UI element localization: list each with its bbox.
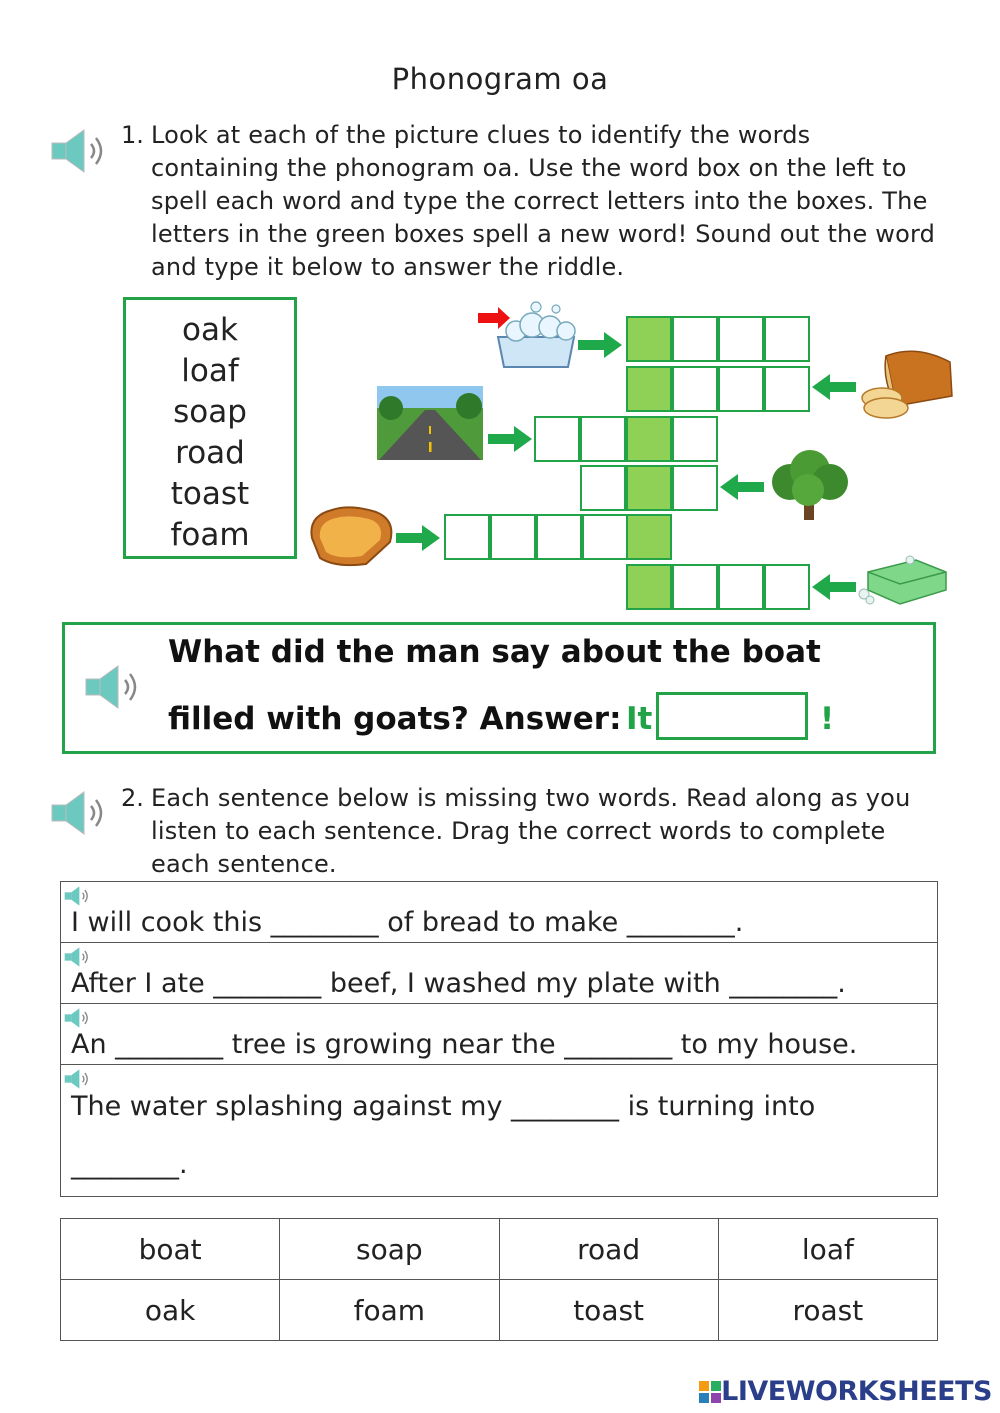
crossword-cell[interactable] bbox=[672, 316, 718, 362]
speaker-icon[interactable] bbox=[50, 127, 112, 175]
speaker-icon[interactable] bbox=[63, 885, 93, 907]
word-bank-item[interactable]: loaf bbox=[718, 1219, 937, 1280]
word-box-item: loaf bbox=[181, 353, 239, 389]
liveworksheets-logo bbox=[699, 1376, 992, 1407]
logo-text: LIVEWORKSHEETS bbox=[721, 1376, 992, 1407]
crossword-cell[interactable] bbox=[444, 514, 490, 560]
word-bank-item[interactable]: soap bbox=[280, 1219, 499, 1280]
sentence-text: I will cook this ________ of bread to make ________. bbox=[71, 907, 744, 938]
sentence-text: An ________ tree is growing near the ________ to my house. bbox=[71, 1029, 858, 1060]
word-bank-item[interactable]: road bbox=[499, 1219, 718, 1280]
crossword-cell[interactable] bbox=[764, 316, 810, 362]
speaker-icon[interactable] bbox=[63, 1068, 93, 1090]
sentence-row bbox=[60, 942, 938, 1004]
section1-instructions: Look at each of the picture clues to identify the words containing the phonogram oa. Use the word box on the left to spell each word and type the correct letters into the boxes. The letters in the green boxes spell a new word! Sound out the word and type it below to answer the riddle. bbox=[151, 121, 936, 281]
logo-icon bbox=[699, 1381, 721, 1403]
soap-picture-icon bbox=[856, 550, 950, 606]
toast-picture-icon bbox=[306, 498, 398, 570]
crossword-cell[interactable] bbox=[672, 416, 718, 462]
section1-number: 1. bbox=[121, 121, 144, 149]
answer-prefix: It bbox=[626, 701, 653, 737]
crossword-cell[interactable] bbox=[626, 465, 672, 511]
speaker-icon[interactable] bbox=[50, 789, 112, 837]
word-box-item: foam bbox=[170, 517, 250, 553]
crossword-cell[interactable] bbox=[764, 564, 810, 610]
sentence-row bbox=[60, 1003, 938, 1065]
word-bank-item[interactable]: toast bbox=[499, 1280, 718, 1341]
crossword-cell[interactable] bbox=[626, 416, 672, 462]
loaf-picture-icon bbox=[856, 346, 956, 422]
foam-picture-icon bbox=[476, 297, 584, 371]
arrow-right-icon bbox=[578, 332, 624, 358]
sentence-row bbox=[60, 1064, 938, 1197]
section2-number: 2. bbox=[121, 784, 144, 812]
oak-tree-picture-icon bbox=[768, 450, 850, 524]
word-box bbox=[123, 297, 297, 559]
word-box-item: oak bbox=[182, 312, 238, 348]
arrow-right-icon bbox=[488, 426, 534, 452]
crossword-cell[interactable] bbox=[536, 514, 582, 560]
crossword-cell[interactable] bbox=[672, 366, 718, 412]
crossword-cell[interactable] bbox=[672, 564, 718, 610]
arrow-left-icon bbox=[810, 574, 856, 600]
word-box-item: toast bbox=[170, 476, 250, 512]
sentence-text: ________. bbox=[71, 1149, 188, 1180]
word-bank bbox=[60, 1218, 938, 1341]
crossword-cell[interactable] bbox=[718, 564, 764, 610]
word-box-item: soap bbox=[173, 394, 247, 430]
arrow-left-icon bbox=[718, 474, 764, 500]
word-bank-item[interactable]: foam bbox=[280, 1280, 499, 1341]
word-bank-item[interactable]: roast bbox=[718, 1280, 937, 1341]
section2-instructions: Each sentence below is missing two words. Read along as you listen to each sentence. Drag the correct words to complete each sentence. bbox=[151, 784, 911, 878]
crossword-cell[interactable] bbox=[580, 416, 626, 462]
arrow-right-icon bbox=[396, 525, 442, 551]
crossword-cell[interactable] bbox=[672, 465, 718, 511]
sentence-row bbox=[60, 881, 938, 943]
speaker-icon[interactable] bbox=[84, 663, 146, 711]
riddle-answer-input[interactable] bbox=[656, 692, 808, 740]
riddle-question: filled with goats? Answer: bbox=[168, 701, 622, 737]
crossword-cell[interactable] bbox=[626, 514, 672, 560]
answer-suffix: ! bbox=[820, 701, 835, 737]
sentence-text: After I ate ________ beef, I washed my plate with ________. bbox=[71, 968, 846, 999]
arrow-left-icon bbox=[810, 374, 856, 400]
speaker-icon[interactable] bbox=[63, 1007, 93, 1029]
crossword-cell[interactable] bbox=[718, 366, 764, 412]
word-bank-item[interactable]: oak bbox=[61, 1280, 280, 1341]
crossword-cell[interactable] bbox=[626, 366, 672, 412]
crossword-cell[interactable] bbox=[626, 564, 672, 610]
riddle-question: What did the man say about the boat bbox=[168, 634, 821, 670]
crossword-cell[interactable] bbox=[718, 316, 764, 362]
page-title: Phonogram oa bbox=[391, 62, 609, 96]
road-picture-icon bbox=[377, 386, 483, 460]
crossword-cell[interactable] bbox=[626, 316, 672, 362]
word-box-item: road bbox=[175, 435, 245, 471]
sentence-text: The water splashing against my ________ is turning into bbox=[71, 1091, 816, 1122]
crossword-cell[interactable] bbox=[764, 366, 810, 412]
crossword-cell[interactable] bbox=[582, 514, 628, 560]
speaker-icon[interactable] bbox=[63, 946, 93, 968]
word-bank-item[interactable]: boat bbox=[61, 1219, 280, 1280]
crossword-cell[interactable] bbox=[490, 514, 536, 560]
crossword-cell[interactable] bbox=[534, 416, 580, 462]
crossword-cell[interactable] bbox=[580, 465, 626, 511]
